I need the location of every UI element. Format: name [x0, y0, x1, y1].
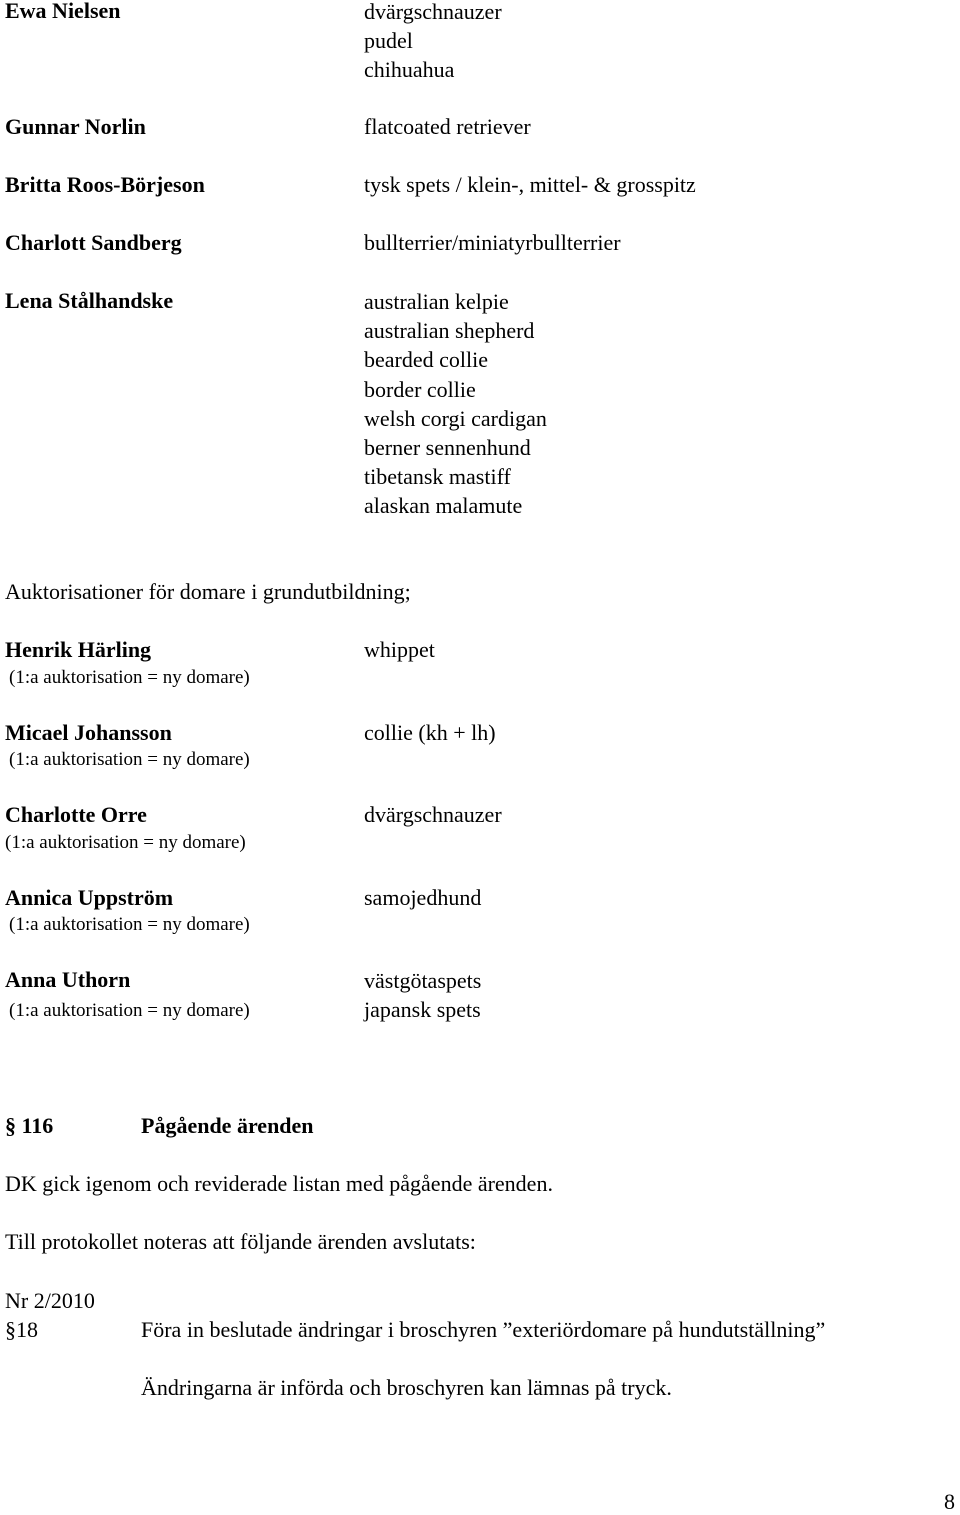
- paragraph-title: Pågående ärenden: [141, 1113, 314, 1138]
- breed-item: tysk spets / klein-, mittel- & grosspitz: [364, 172, 696, 197]
- authorization-note: (1:a auktorisation = ny domare): [9, 1000, 250, 1021]
- page-number: 8: [944, 1489, 955, 1514]
- judge-name: Gunnar Norlin: [5, 114, 146, 139]
- paragraph-number: § 116: [5, 1113, 54, 1138]
- breed-item: japansk spets: [364, 997, 481, 1023]
- breed-item: bearded collie: [364, 347, 488, 373]
- breed-item: welsh corgi cardigan: [364, 405, 547, 431]
- judge-name: Britta Roos-Börjeson: [5, 172, 205, 197]
- breed-list: [364, 966, 481, 1024]
- breed-list: [364, 287, 547, 521]
- judge-name: Lena Stålhandske: [5, 288, 174, 313]
- judge-name: Micael Johansson: [5, 720, 172, 745]
- item-number: §18: [5, 1317, 38, 1342]
- judge-name: Annica Uppström: [5, 885, 174, 910]
- breed-item: border collie: [364, 376, 476, 402]
- judge-name: Anna Uthorn: [5, 967, 131, 992]
- breed-list: [364, 0, 502, 85]
- breed-item: tibetansk mastiff: [364, 464, 511, 490]
- case-reference: Nr 2/2010: [5, 1288, 95, 1313]
- breed-item: australian shepherd: [364, 318, 535, 344]
- breed-item: dvärgschnauzer: [364, 802, 502, 827]
- authorization-note: (1:a auktorisation = ny domare): [5, 832, 246, 853]
- section-heading: Auktorisationer för domare i grundutbildning;: [5, 579, 411, 604]
- breed-item: pudel: [364, 28, 413, 54]
- breed-item: berner sennenhund: [364, 435, 531, 461]
- breed-item: västgötaspets: [364, 968, 482, 993]
- item-result: Ändringarna är införda och broschyren kan lämnas på tryck.: [141, 1375, 672, 1400]
- body-text: DK gick igenom och reviderade listan med pågående ärenden.: [5, 1171, 553, 1196]
- body-text: Till protokollet noteras att följande ärenden avslutats:: [5, 1229, 476, 1254]
- authorization-note: (1:a auktorisation = ny domare): [9, 667, 250, 688]
- breed-item: collie (kh + lh): [364, 720, 496, 745]
- authorization-note: (1:a auktorisation = ny domare): [9, 914, 250, 935]
- breed-item: flatcoated retriever: [364, 114, 531, 139]
- authorization-note: (1:a auktorisation = ny domare): [9, 749, 250, 770]
- breed-item: chihuahua: [364, 57, 455, 83]
- breed-item: alaskan malamute: [364, 493, 523, 519]
- breed-item: whippet: [364, 637, 435, 662]
- breed-item: australian kelpie: [364, 289, 509, 314]
- breed-item: samojedhund: [364, 885, 482, 910]
- judge-name: Charlott Sandberg: [5, 230, 182, 255]
- breed-item: bullterrier/miniatyrbullterrier: [364, 230, 621, 255]
- judge-name: Ewa Nielsen: [5, 0, 121, 23]
- judge-name: Charlotte Orre: [5, 802, 147, 827]
- judge-name: Henrik Härling: [5, 637, 152, 662]
- breed-item: dvärgschnauzer: [364, 0, 502, 24]
- item-title: Föra in beslutade ändringar i broschyren ”exteriördomare på hundutställning”: [141, 1317, 826, 1342]
